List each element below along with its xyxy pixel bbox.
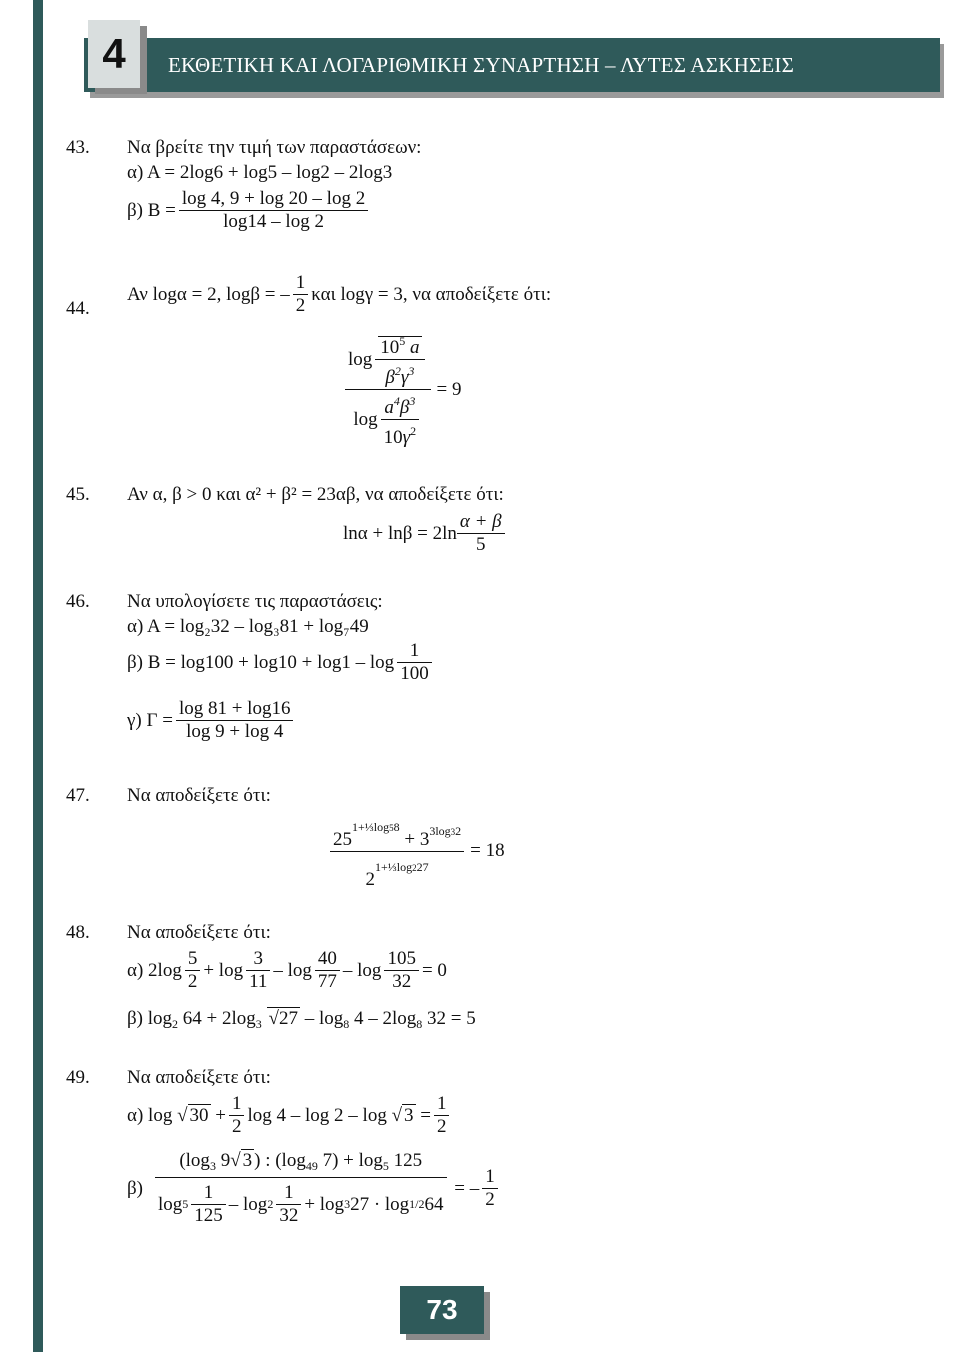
inner-denominator: $10\gamma^2$ [383,424,417,448]
exercise-prompt: Να αποδείξετε ότι: [127,922,271,943]
denominator: log14 – log 2 [223,211,324,232]
exercise-number: 48. [66,922,90,943]
chapter-number: 4 [88,20,140,88]
exercise-number: 43. [66,137,90,158]
exercise-part-a: α) log √ 30 + $\frac{1}{2}$ log 4 – log 2 – log √ 3 = $\frac{1}{2}$ [127,1093,452,1138]
fraction [179,188,368,233]
exercise-part-c [127,698,296,743]
denominator: 2 [295,295,306,316]
exercise-part-b [127,640,435,685]
exercise-part-a: α) Α = 2log6 + log5 – log2 – 2log3 [127,162,393,183]
outer-fraction [345,330,431,449]
exercise-prompt: Να υπολογίσετε τις παραστάσεις: [127,591,383,612]
inner-numerator: $10^5$ a [380,334,420,358]
exercise-prompt: Να αποδείξετε ότι: [127,1067,271,1088]
exercise-number: 45. [66,484,90,505]
fraction [293,272,309,317]
equation [343,511,508,556]
exercise-part-a: α) 2log $\frac{5}{2}$ + log $\frac{3}{11}$ – log $\frac{40}{77}$ – log $\frac{105}{32}$ = 0 [127,948,447,992]
outer-numerator [345,330,431,389]
fraction [397,640,432,685]
part-label: β) [127,1008,143,1029]
fraction [457,511,505,556]
exercise-prompt: Να αποδείξετε ότι: [127,785,271,806]
part-label: β) [127,1177,143,1199]
exercise-number: 44. [66,298,90,319]
fraction [176,698,294,743]
denominator: 5 [476,534,486,555]
page-number: 73 [400,1286,484,1334]
numerator: $25^{1+\frac{1}{3}log58} + 3^{3log32}$ [333,820,462,850]
numerator: 1 [295,272,306,293]
exercise-number: 46. [66,591,90,612]
result: = 18 [470,839,505,861]
log-text: log [353,408,378,430]
outer-denominator [350,390,425,449]
equation [345,330,462,449]
exercise-prompt: Να βρείτε την τιμή των παραστάσεων: [127,137,422,158]
exercise-part-a: α) Α = log₂32 – log₃81 + log₇49 [127,616,369,637]
lhs: lnα + lnβ = 2ln [343,522,457,544]
prompt-text: Αν logα = 2, logβ = – [127,283,290,305]
numerator: log 81 + log16 [178,698,291,719]
part-text: β) Β = log100 + log10 + log1 – log [127,651,395,673]
part-label: γ) Γ = [127,709,173,731]
exercise-number: 49. [66,1067,90,1088]
prompt-text: και logγ = 3, να αποδείξετε ότι: [311,283,552,305]
chapter-title: ΕΚΘΕΤΙΚΗ ΚΑΙ ΛΟΓΑΡΙΘΜΙΚΗ ΣΥΝΑΡΤΗΣΗ – ΛΥΤΕΣ ΑΣΚΗΣΕΙΣ [168,53,795,77]
fraction [330,810,464,891]
result: = 9 [436,378,462,400]
inner-fraction [381,390,420,449]
numerator: α + β [459,511,502,532]
numerator: 1 [409,640,420,661]
numerator: ($\log_3$ 9√ 3 ) : ($\log_{49}$ $7) + \log_5 125$ [179,1150,423,1173]
exercise-part-b: β) $\log_2 64 + 2\log_3$ $√27 - \log_8 4 - 2\log_8$ 32 = 5 [127,1008,476,1031]
exercise-prompt [127,272,551,317]
exercise-number: 47. [66,785,90,806]
inner-fraction [375,330,424,389]
fraction [155,1150,447,1227]
equation [330,810,505,891]
exercise-prompt: Αν α, β > 0 και α² + β² = 23αβ, να αποδείξετε ότι: [127,484,504,505]
part-label: α) [127,1104,144,1126]
inner-denominator: $\beta^2\gamma^3$ [385,364,415,388]
denominator: $2^{1+\frac{1}{3}log227}$ [365,860,429,890]
log-text: log [348,348,373,370]
denominator: log 9 + log 4 [186,721,284,742]
denominator: log 5 $\frac{1}{125}$ – log 2 $\frac{1}{32}$ + log 3 27 · log 1/2 64 [158,1182,444,1226]
numerator: log 4, 9 + log 20 – log 2 [181,188,366,209]
exercise-part-b [127,188,371,233]
exercise-part-b: β) ($\log_3$ 9√ 3 ) : ($\log_{49}$ $7) + \log_5 125$ log 5 $\frac{1}{125}$ – log 2 $\frac{1}{32}$ + log 3 27 · log 1/2 64 = – $\frac{1}{2}$ [127,1150,501,1227]
denominator: 100 [400,663,429,684]
inner-numerator: $a^4\beta^3$ [384,394,416,418]
left-margin-bar [33,0,43,1352]
part-label: α) [127,959,144,981]
part-label: β) B = [127,199,176,221]
